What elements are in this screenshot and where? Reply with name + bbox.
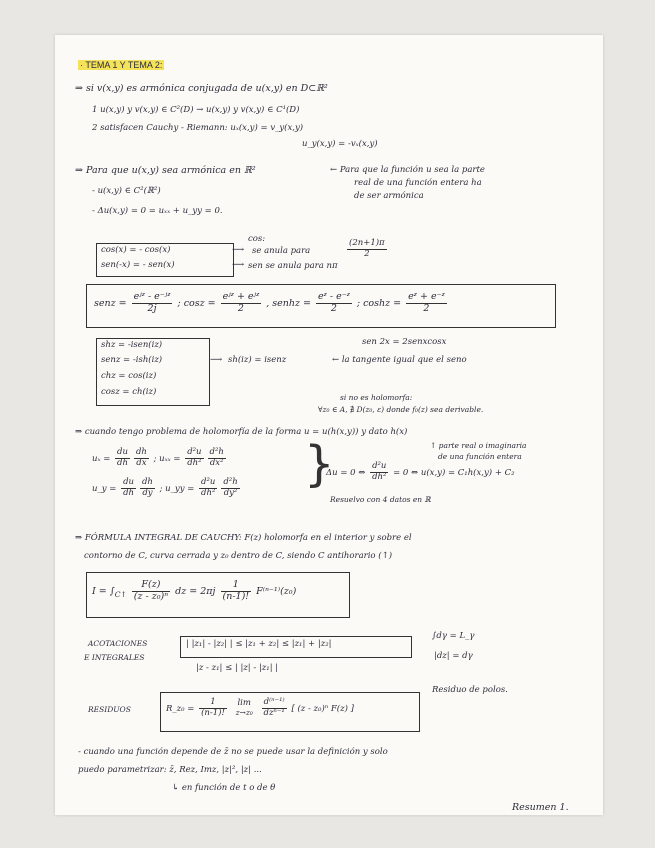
tangent-note: ← la tangente igual que el seno — [332, 355, 467, 365]
harmonic-note-3: de ser armónica — [354, 191, 424, 201]
final-line-3: ↳ en función de t o de θ — [172, 783, 276, 793]
arrow-1: ⟶ — [232, 245, 245, 255]
not-holomorphic-def: ∀z₀ ∈ A, ∄ D(z₀, ε) donde f₀(z) sea derivable. — [318, 405, 484, 414]
harmonic-conjugate-title: ⇒ si v(x,y) es armónica conjugada de u(x,y) en D⊂ℝ² — [75, 83, 328, 94]
holomorphy-title: ⇒ cuando tengo problema de holomorfía de la forma u = u(h(x,y)) y dato h(x) — [75, 427, 408, 437]
complex-trig-definitions: senz = $\frac{\text{eʲᶻ - e⁻ʲᶻ}}{2j}$ ; cosz = $\frac{\text{eʲᶻ + eʲᶻ}}{2}$ , senhz = $\frac{\text{eᶻ - e⁻ᶻ}}{2}$ ; coshz = $\frac{\text{eᶻ + e⁻ᶻ}}{2}$ — [94, 291, 445, 314]
acotaciones-label-1: ACOTACIONES — [88, 639, 148, 648]
harmonic-note-1: ← Para que la función u sea la parte — [330, 165, 485, 175]
brace: } — [304, 436, 335, 492]
sen-zero-note: sen se anula para nπ — [248, 261, 338, 271]
residue-formula: R_z₀ = $\frac{1}{(n-1)!}$ lim z→z₀ $\frac{\text{d⁽ⁿ⁻¹⁾}}{\text{dzⁿ⁻¹}}$ [ (z - z₀)ⁿ F(z) ] — [166, 697, 354, 718]
footer-signature: Resumen 1. — [512, 802, 569, 813]
triangle-inequality: | |z₁| - |z₂| | ≤ |z₁ + z₂| ≤ |z₁| + |z₂| — [186, 639, 332, 649]
final-line-2: puedo parametrizar: z̄, Rez, Imz, |z|², |z| ... — [78, 765, 262, 775]
arc-length: ∫dγ = L_γ — [432, 631, 475, 641]
arrow-2: ⟶ — [232, 260, 245, 270]
relation-2: senz = -ish(iz) — [101, 355, 163, 365]
laplacian-chain: Δu = 0 ⇔ $\frac{\text{d²u}}{\text{dh²}}$ = 0 ⇔ u(x,y) = C₁h(x,y) + C₂ — [326, 461, 515, 482]
harmonic-condition-title: ⇒ Para que u(x,y) sea armónica en ℝ² — [75, 165, 256, 176]
double-angle: sen 2x = 2senxcosx — [362, 337, 447, 347]
relation-arrow: ⟶ — [210, 355, 223, 365]
final-line-1: - cuando una función depende de z̄ no se puede usar la definición y solo — [78, 747, 388, 757]
residuos-label: RESIDUOS — [88, 705, 131, 714]
cos-head: cos: — [248, 234, 266, 244]
harmonic-note-2: real de una función entera ha — [354, 178, 482, 188]
uy-formula: u_y = $\frac{du}{dh}$ $\frac{dh}{dy}$ ; u_yy = $\frac{\text{d²u}}{\text{dh²}}$ $\frac{\text{d²h}}{\text{dy²}}$ — [92, 477, 238, 498]
condition-2: 2 satisfacen Cauchy - Riemann: uₓ(x,y) = v_y(x,y) — [92, 123, 304, 133]
cauchy-title: ⇒ FÓRMULA INTEGRAL DE CAUCHY: F(z) holomorfa en el interior y sobre el — [75, 533, 412, 543]
not-holomorphic-note: si no es holomorfa: — [340, 393, 413, 402]
sen-identity: sen(-x) = - sen(x) — [101, 260, 175, 270]
cos-zero-frac: $\frac{(2n+1)\pi}{2}$ — [349, 238, 385, 259]
relation-4: cosz = ch(iz) — [101, 387, 157, 397]
condition-2b: u_y(x,y) = -vₓ(x,y) — [302, 139, 378, 149]
relation-1: shz = -isen(iz) — [101, 340, 163, 350]
reverse-inequality: |z - z₁| ≤ | |z| - |z₁| | — [196, 663, 279, 673]
ux-formula: uₓ = $\frac{du}{dh}$ $\frac{dh}{dx}$ ; uₓₓ = $\frac{\text{d²u}}{\text{dh²}}$ $\frac{\text{d²h}}{\text{dx²}}$ — [92, 447, 224, 468]
harmonic-bullet-2: - Δu(x,y) = 0 = uₓₓ + u_yy = 0. — [92, 206, 223, 216]
relation-3: chz = cos(iz) — [101, 371, 157, 381]
sh-identity: sh(iz) = isenz — [228, 355, 287, 365]
holomorphy-note-2: de una función entera — [438, 452, 522, 461]
cos-zero-note: se anula para — [252, 246, 311, 256]
condition-1: 1 u(x,y) y v(x,y) ∈ C²(D) → u(x,y) y v(x,y) ∈ C¹(D) — [92, 105, 300, 115]
harmonic-bullet-1: - u(x,y) ∈ C²(ℝ²) — [92, 186, 161, 196]
arc-element: |dz| = dγ — [434, 651, 473, 661]
resuelvo-note: Resuelvo con 4 datos en ℝ — [330, 495, 431, 504]
page-heading: · TEMA 1 Y TEMA 2: — [80, 60, 163, 70]
cauchy-subtitle: contorno de C, curva cerrada y z₀ dentro de C, siendo C antihorario (↑) — [84, 551, 393, 561]
holomorphy-note-1: ↑ parte real o imaginaria — [430, 441, 527, 450]
acotaciones-label-2: E INTEGRALES — [84, 653, 145, 662]
cos-identity: cos(x) = - cos(x) — [101, 245, 171, 255]
cauchy-formula: $I = \int_{C↑}$ $\frac{F(z)}{\text{(z - z₀)ⁿ}}$ dz = 2πj $\frac{1}{(n-1)!}$ F⁽ⁿ⁻¹⁾(z₀) — [92, 579, 297, 602]
residue-note: Residuo de polos. — [432, 685, 508, 695]
